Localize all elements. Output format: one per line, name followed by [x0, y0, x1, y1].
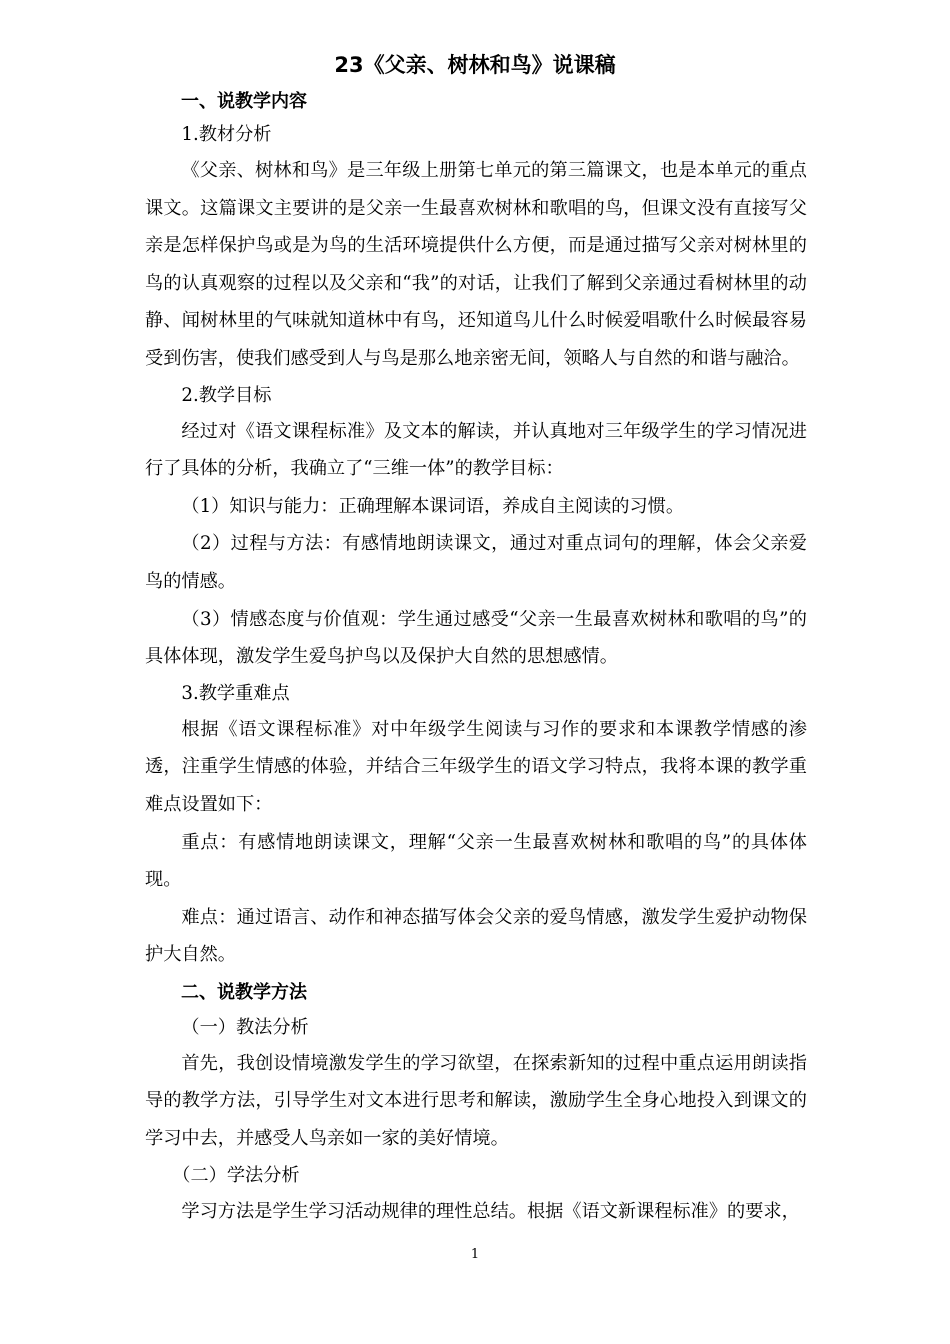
subheading-learning-method-analysis: （二）学法分析 — [172, 1164, 300, 1186]
goal-process-method: （2）过程与方法：有感情地朗读课文，通过对重点词句的理解，体会父亲爱鸟的情感。 — [145, 533, 807, 592]
paragraph-key-point: 重点：有感情地朗读课文，理解“父亲一生最喜欢树林和歌唱的鸟”的具体体现。 — [145, 831, 807, 891]
paragraph-key-difficult-intro: 根据《语文课程标准》对中年级学生阅读与习作的要求和本课教学情感的渗透，注重学生情感的体验，并结合三年级学生的语文学习特点，我将本课的教学重难点设置如下： — [145, 718, 807, 815]
subheading-teaching-goals: 2.教学目标 — [181, 384, 272, 406]
subheading-textbook-analysis: 1.教材分析 — [181, 124, 272, 145]
paragraph-teaching-goals-intro: 经过对《语文课程标准》及文本的解读，并认真地对三年级学生的学习情况进行了具体的分析，我确立了“三维一体”的教学目标： — [145, 420, 807, 480]
subheading-teaching-method-analysis: （一）教法分析 — [181, 1016, 309, 1038]
document-body — [145, 86, 807, 1230]
page-number: 1 — [470, 1247, 480, 1262]
paragraph-textbook-analysis: 《父亲、树林和鸟》是三年级上册第七单元的第三篇课文，也是本单元的重点课文。这篇课文主要讲的是父亲一生最喜欢树林和歌唱的鸟，但课文没有直接写父亲是怎样保护鸟或是为鸟的生活环境提供什么方便，而是通过描写父亲对树林里的鸟的认真观察的过程以及父亲和“我”的对话，让我们了解到父亲通过看树林里的动静、闻树林里的气味就知道林中有鸟，还知道鸟儿什么时候爱唱歌什么时候最容易受到伤害，使我们感受到人与鸟是那么地亲密无间，领略人与自然的和谐与融洽。 — [145, 160, 807, 369]
section-heading-teaching-content: 一、说教学内容 — [181, 91, 307, 112]
paragraph-difficult-point: 难点：通过语言、动作和神态描写体会父亲的爱鸟情感，激发学生爱护动物保护大自然。 — [145, 906, 807, 966]
paragraph-learning-method-analysis: 学习方法是学生学习活动规律的理性总结。根据《语文新课程标准》的要求， — [181, 1200, 800, 1222]
paragraph-teaching-method-analysis: 首先，我创设情境激发学生的学习欲望，在探索新知的过程中重点运用朗读指导的教学方法，引导学生对文本进行思考和解读，激励学生全身心地投入到课文的学习中去，并感受人鸟亲如一家的美好情境。 — [145, 1052, 807, 1150]
document-title: 23《父亲、树林和鸟》说课稿 — [334, 53, 616, 77]
goal-knowledge-ability: （1）知识与能力：正确理解本课词语，养成自主阅读的习惯。 — [181, 495, 685, 517]
section-heading-teaching-methods: 二、说教学方法 — [181, 981, 307, 1003]
subheading-key-difficult-points: 3.教学重难点 — [181, 682, 290, 704]
goal-emotion-values: （3）情感态度与价值观：学生通过感受“父亲一生最喜欢树林和歌唱的鸟”的具体体现，激发学生爱鸟护鸟以及保护大自然的思想感情。 — [145, 608, 807, 668]
